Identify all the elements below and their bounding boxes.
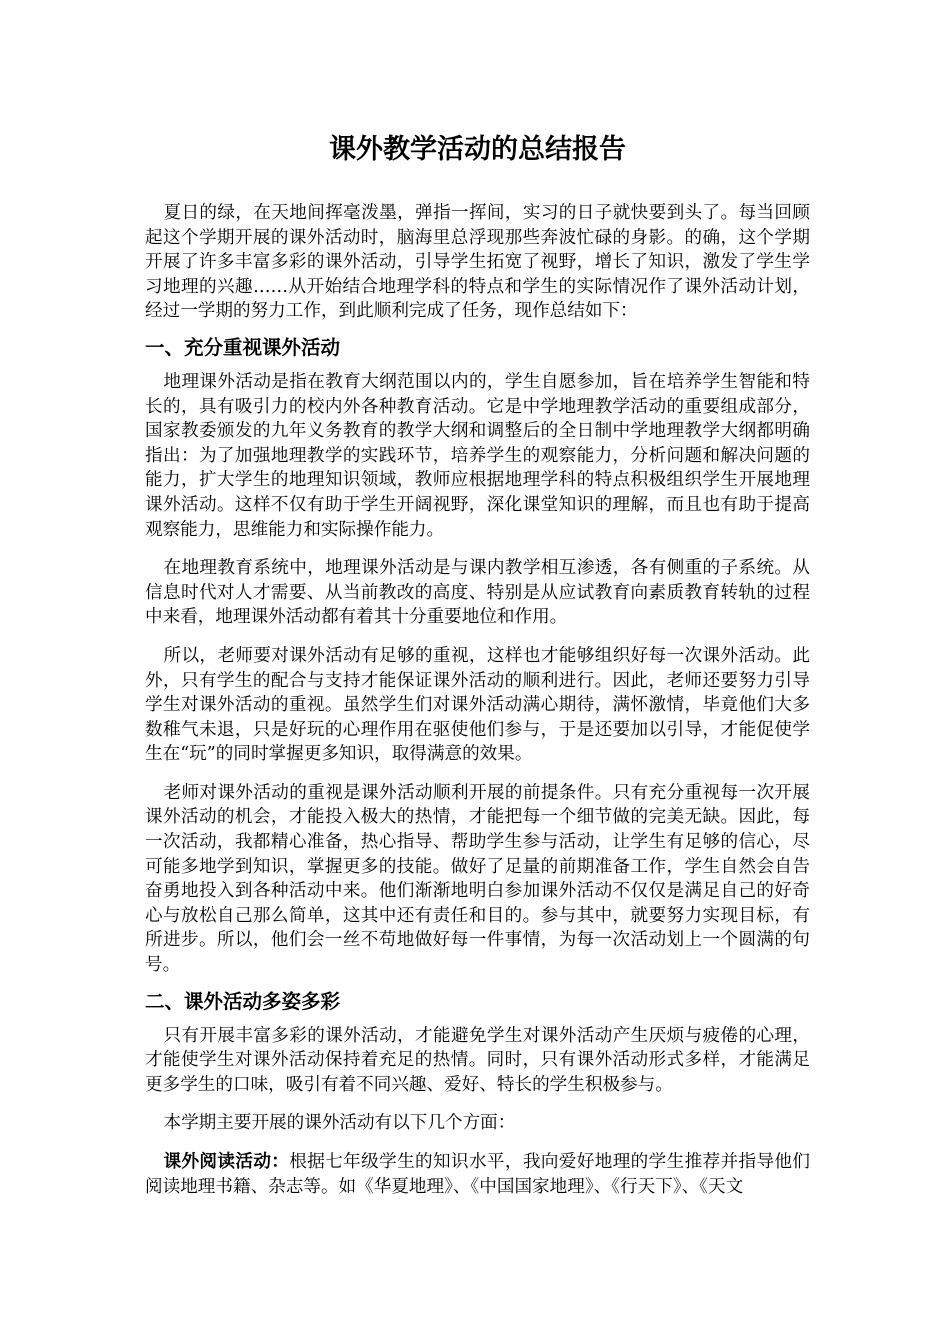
section-2-paragraph-1: 只有开展丰富多彩的课外活动，才能避免学生对课外活动产生厌烦与疲倦的心理，才能使学生对课外活动保持着充足的热情。同时，只有课外活动形式多样，才能满足更多学生的口味，吸引有着不同兴趣、爱好、特长的学生积极参与。 bbox=[145, 1025, 810, 1095]
reading-activity-label: 课外阅读活动： bbox=[163, 1152, 290, 1172]
section-2-paragraph-2: 本学期主要开展的课外活动有以下几个方面： bbox=[163, 1113, 516, 1134]
section-1-heading: 一、充分重视课外活动 bbox=[145, 335, 341, 359]
section-1-paragraph-1: 地理课外活动是指在教育大纲范围以内的，学生自愿参加，旨在培养学生智能和特长的，具有吸引力的校内外各种教育活动。它是中学地理教学活动的重要组成部分，国家教委颁发的九年义务教育的教学大纲和调整后的全日制中学地理教学大纲都明确指出：为了加强地理教学的实践环节，培养学生的观察能力，分析问题和解决问题的能力，扩大学生的地理知识领域，教师应根据地理学科的特点积极组织学生开展地理课外活动。这样不仅有助于学生开阔视野，深化课堂知识的理解，而且也有助于提高观察能力，思维能力和实际操作能力。 bbox=[145, 371, 810, 540]
reading-activity-text: 根据七年级学生的知识水平，我向爱好地理的学生推荐并指导他们阅读地理书籍、杂志等。如《华夏地理》、《中国国家地理》、《行天下》、《天文 bbox=[145, 1152, 810, 1197]
section-1-paragraph-4: 老师对课外活动的重视是课外活动顺利开展的前提条件。只有充分重视每一次开展课外活动的机会，才能投入极大的热情，才能把每一个细节做的完美无缺。因此，每一次活动，我都精心准备，热心指导、帮助学生参与活动，让学生有足够的信心，尽可能多地学到知识，掌握更多的技能。做好了足量的前期准备工作，学生自然会自告奋勇地投入到各种活动中来。他们渐渐地明白参加课外活动不仅仅是满足自己的好奇心与放松自己那么简单，这其中还有责任和目的。参与其中，就要努力实现目标，有所进步。所以，他们会一丝不苟地做好每一件事情，为每一次活动划上一个圆满的句号。 bbox=[145, 782, 810, 976]
document-page bbox=[145, 0, 810, 1199]
section-2-heading: 二、课外活动多姿多彩 bbox=[145, 989, 341, 1013]
intro-paragraph: 夏日的绿，在天地间挥毫泼墨，弹指一挥间，实习的日子就快要到头了。每当回顾起这个学期开展的课外活动时，脑海里总浮现那些奔波忙碌的身影。的确，这个学期开展了许多丰富多彩的课外活动，引导学生拓宽了视野，增长了知识，激发了学生学习地理的兴趣……从开始结合地理学科的特点和学生的实际情况作了课外活动计划，经过一学期的努力工作，到此顺利完成了任务，现作总结如下： bbox=[145, 203, 810, 322]
section-2-paragraph-3 bbox=[145, 1150, 810, 1199]
document-title: 课外教学活动的总结报告 bbox=[329, 134, 626, 165]
section-1-paragraph-2: 在地理教育系统中，地理课外活动是与课内教学相互渗透，各有侧重的子系统。从信息时代对人才需要、从当前教改的高度、特别是从应试教育向素质教育转轨的过程中来看，地理课外活动都有着其十分重要地位和作用。 bbox=[145, 558, 810, 628]
section-1-paragraph-3: 所以，老师要对课外活动有足够的重视，这样也才能够组织好每一次课外活动。此外，只有学生的配合与支持才能保证课外活动的顺利进行。因此，老师还要努力引导学生对课外活动的重视。虽然学生们对课外活动满心期待，满怀激情，毕竟他们大多数稚气未退，只是好玩的心理作用在驱使他们参与，于是还要加以引导，才能促使学生在“玩”的同时掌握更多知识，取得满意的效果。 bbox=[145, 645, 810, 765]
